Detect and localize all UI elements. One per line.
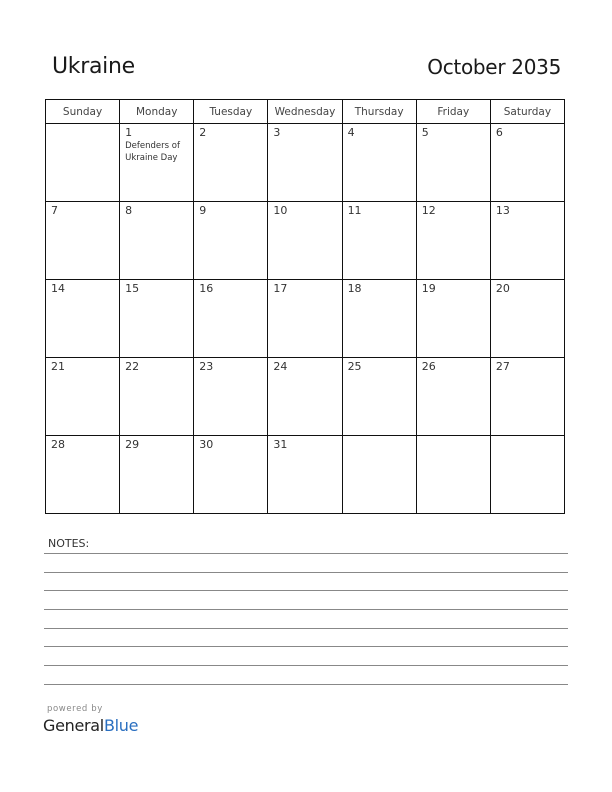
day-number: 11 <box>347 204 362 217</box>
day-number: 23 <box>199 360 214 373</box>
day-number <box>491 436 564 438</box>
notes-label: NOTES: <box>48 537 90 550</box>
holiday-label: Defenders of Ukraine Day <box>125 141 180 163</box>
weekday-saturday: Saturday <box>490 100 564 124</box>
day-cell <box>46 358 120 436</box>
day-number: 13 <box>495 204 510 217</box>
day-cell <box>416 280 490 358</box>
weekday-tuesday: Tuesday <box>194 100 268 124</box>
note-line <box>44 665 568 666</box>
day-number: 10 <box>273 204 288 217</box>
day-cell <box>268 358 342 436</box>
day-cell <box>342 358 416 436</box>
day-cell <box>490 124 564 202</box>
brand-general: General <box>43 716 104 735</box>
day-cell <box>416 124 490 202</box>
weekday-wednesday: Wednesday <box>268 100 342 124</box>
day-cell <box>416 436 490 514</box>
week-row <box>46 280 565 358</box>
day-cell <box>120 202 194 280</box>
day-cell <box>268 202 342 280</box>
day-number: 21 <box>51 360 65 373</box>
day-number: 9 <box>199 204 207 217</box>
day-cell <box>120 280 194 358</box>
brand-blue: Blue <box>103 716 139 735</box>
note-line <box>44 628 568 629</box>
day-number: 20 <box>495 282 510 295</box>
weekday-monday: Monday <box>120 100 194 124</box>
day-number: 24 <box>273 360 288 373</box>
day-number: 19 <box>421 282 436 295</box>
day-cell <box>46 280 120 358</box>
day-number: 26 <box>421 360 436 373</box>
country-title: Ukraine <box>52 54 135 79</box>
day-number: 22 <box>125 360 140 373</box>
note-line <box>44 646 568 647</box>
note-line <box>44 590 568 591</box>
note-line <box>44 572 568 573</box>
week-row <box>46 358 565 436</box>
day-cell <box>120 358 194 436</box>
day-number: 7 <box>51 204 58 217</box>
day-cell <box>194 202 268 280</box>
day-cell <box>194 358 268 436</box>
day-cell <box>342 280 416 358</box>
day-cell <box>490 436 564 514</box>
weekday-header-row <box>46 100 565 124</box>
day-cell <box>194 124 268 202</box>
weekday-thursday: Thursday <box>342 100 416 124</box>
day-cell <box>490 280 564 358</box>
day-cell <box>342 436 416 514</box>
day-number: 4 <box>347 126 355 139</box>
day-cell <box>268 124 342 202</box>
day-number: 12 <box>421 204 436 217</box>
day-number: 18 <box>347 282 362 295</box>
day-cell <box>416 358 490 436</box>
calendar-grid <box>45 99 565 514</box>
day-cell <box>46 124 120 202</box>
day-number: 5 <box>421 126 429 139</box>
day-number: 8 <box>125 204 133 217</box>
powered-by-text: powered by <box>47 704 103 714</box>
week-row <box>46 436 565 514</box>
day-number: 1 <box>125 126 133 139</box>
day-number <box>417 436 490 438</box>
day-number: 16 <box>199 282 214 295</box>
generalblue-logo <box>43 716 138 735</box>
day-number: 27 <box>495 360 510 373</box>
note-line <box>44 684 568 685</box>
day-cell <box>46 202 120 280</box>
day-cell <box>194 280 268 358</box>
day-number: 25 <box>347 360 362 373</box>
day-cell <box>490 358 564 436</box>
day-cell <box>120 124 194 202</box>
day-number: 29 <box>125 438 140 451</box>
day-number: 30 <box>199 438 214 451</box>
day-cell <box>120 436 194 514</box>
day-cell <box>194 436 268 514</box>
day-number: 17 <box>273 282 288 295</box>
day-cell <box>46 436 120 514</box>
week-row <box>46 202 565 280</box>
day-number: 3 <box>273 126 281 139</box>
note-line <box>44 553 568 554</box>
day-cell <box>342 202 416 280</box>
day-cell <box>268 280 342 358</box>
day-number: 31 <box>273 438 288 451</box>
day-cell <box>490 202 564 280</box>
day-number: 2 <box>199 126 207 139</box>
day-number: 15 <box>125 282 140 295</box>
day-cell <box>416 202 490 280</box>
day-number: 14 <box>51 282 65 295</box>
day-number <box>343 436 416 438</box>
week-row <box>46 124 565 202</box>
note-line <box>44 609 568 610</box>
day-number <box>46 124 119 126</box>
day-cell <box>342 124 416 202</box>
weekday-sunday: Sunday <box>46 100 120 124</box>
weekday-friday: Friday <box>416 100 490 124</box>
month-year-title: October 2035 <box>427 55 561 79</box>
day-number: 6 <box>495 126 503 139</box>
day-cell <box>268 436 342 514</box>
day-number: 28 <box>51 438 65 451</box>
